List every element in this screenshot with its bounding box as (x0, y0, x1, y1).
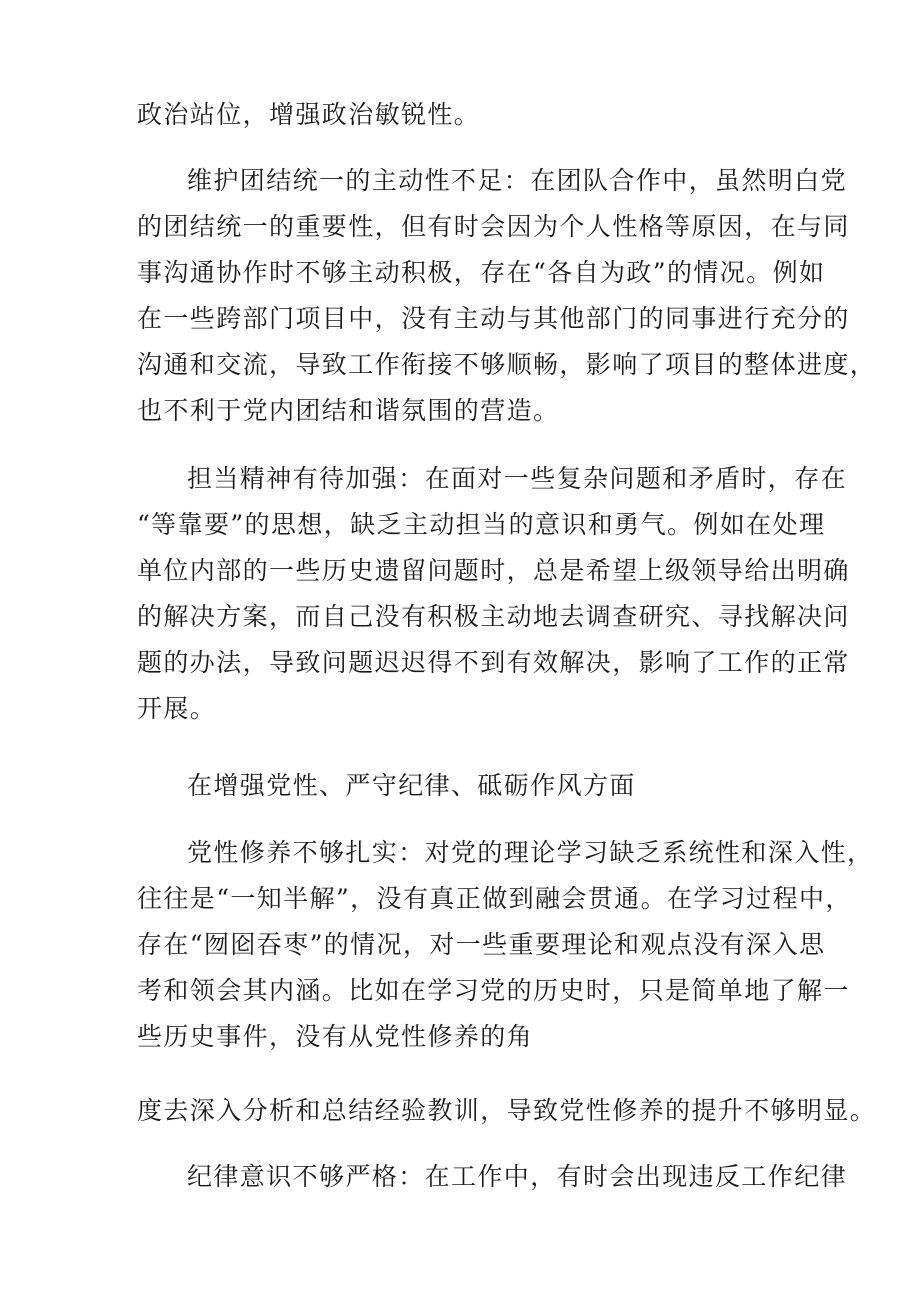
paragraph-line: 的解决方案，而自己没有积极主动地去调查研究、寻找解决问 (137, 602, 850, 631)
paragraph-line: 沟通和交流，导致工作衔接不够顺畅，影响了项目的整体进度， (137, 350, 877, 379)
paragraph-line: 度去深入分析和总结经验教训，导致党性修养的提升不够明显。 (137, 1096, 877, 1125)
paragraph-line: 担当精神有待加强：在面对一些复杂问题和矛盾时，存在 (187, 464, 848, 493)
paragraph-line: 些历史事件，没有从党性修养的角 (137, 1022, 534, 1051)
paragraph-line: 考和领会其内涵。比如在学习党的历史时，只是简单地了解一 (137, 976, 850, 1005)
paragraph-line: 单位内部的一些历史遗留问题时，总是希望上级领导给出明确 (137, 556, 850, 585)
paragraph-line: 事沟通协作时不够主动积极，存在“各自为政”的情况。例如 (137, 258, 826, 287)
paragraph-line: 题的办法，导致问题迟迟得不到有效解决，影响了工作的正常 (137, 648, 850, 677)
paragraph-line: 开展。 (137, 694, 217, 723)
paragraph-line: 纪律意识不够严格：在工作中，有时会出现违反工作纪律 (187, 1162, 848, 1191)
paragraph-line: 党性修养不够扎实：对党的理论学习缺乏系统性和深入性， (187, 838, 874, 867)
paragraph-line: 维护团结统一的主动性不足：在团队合作中，虽然明白党 (187, 166, 848, 195)
section-heading: 在增强党性、严守纪律、砥砺作风方面 (187, 771, 636, 800)
paragraph-line: 的团结统一的重要性，但有时会因为个人性格等原因，在与同 (137, 212, 850, 241)
paragraph-line: 在一些跨部门项目中，没有主动与其他部门的同事进行充分的 (137, 304, 850, 333)
paragraph-line: 也不利于党内团结和谐氛围的营造。 (137, 396, 560, 425)
paragraph-line: “等靠要”的思想，缺乏主动担当的意识和勇气。例如在处理 (137, 510, 826, 539)
paragraph-line: 往往是“一知半解”，没有真正做到融会贯通。在学习过程中， (137, 884, 852, 913)
paragraph-line: 政治站位，增强政治敏锐性。 (137, 100, 481, 129)
paragraph-line: 存在“囫囵吞枣”的情况，对一些重要理论和观点没有深入思 (137, 930, 826, 959)
